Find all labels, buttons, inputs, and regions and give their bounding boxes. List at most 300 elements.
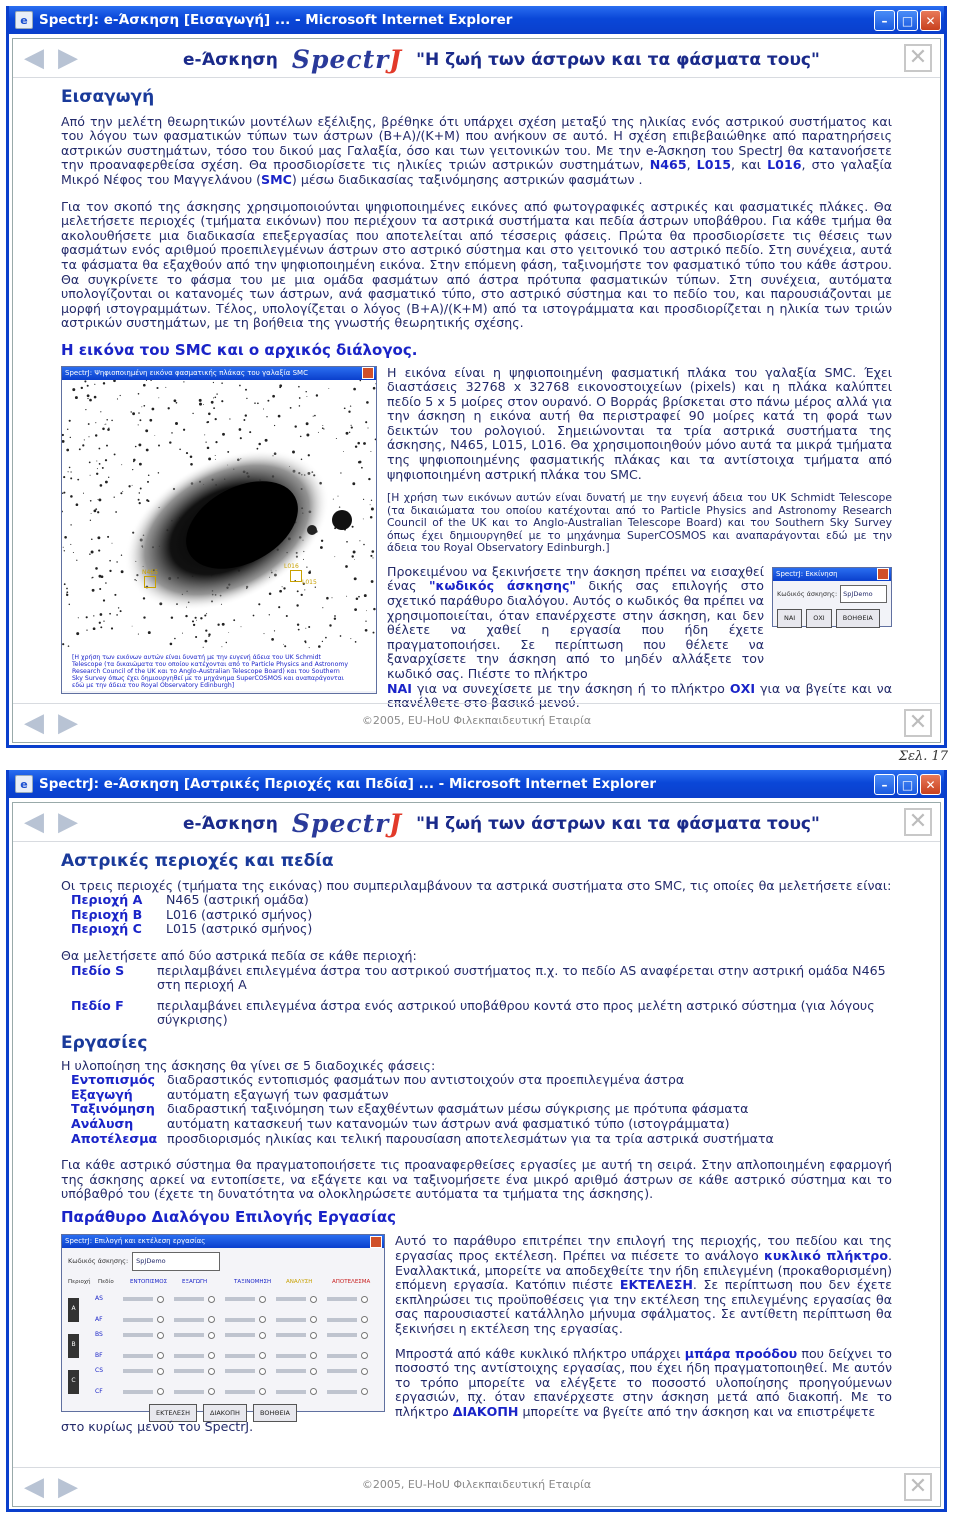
star-dot <box>353 387 356 390</box>
star-dot <box>249 431 251 433</box>
intro-paragraph-2: Για τον σκοπό της άσκησης χρησιμοποιούνται ψηφιοποιημένες εικόνες από φωτογραφικές αστρικές και φασματικές πλάκες. Θα μελετήσετε περιοχές (τμήματα εικόνων) που περιέχουν τα αστρικά συστήματα και πεδία άστρων υποβάθρου. Για κάθε τμήμα θα ακολουθήσετε μια διαδικασία επεξεργασίας που αποτελείται από τέσσερις φάσεις. Πρώτα θα προσδιορίσετε τις θέσεις των φασμάτων ενός αριθμού προεπιλεγμένων άστρων στο αστρικό σύστημα και στο γειτονικό του αστρικό πεδίο. Στη συνέχεια, αυτά τα φάσματα θα εξαχθούν από την ψηφιοποιημένη εικόνα. Στην επόμενη φάση, ταξινομήστε τον φασματικό τύπο του κάθε άστρου. Θα συγκρίνετε το φάσμα του με μια ομάδα φασμάτων από άστρα πρότυπα φασματικών τύπων. Στη συνέχεια, αυτόματα υπολογίζονται οι κατανομές των άστρων, ανά φασματικό τύπο, στο αστρικό σύστημα και το πεδίο του, και παρουσιάζονται με μορφή ιστογραμμάτων. Τέλος, υπολογίζεται ο λόγος (Β+Α)/(Κ+Μ) από τα ιστογράμματα και προσδιορίζεται η ηλικία των τριών αστρικών συστημάτων, με τη βοήθεια της γνωστής θεωρητικής σχέσης. <box>61 198 892 331</box>
star-dot <box>364 594 367 597</box>
task-radio[interactable] <box>157 1388 164 1395</box>
star-dot <box>305 641 307 643</box>
star-dot <box>88 423 90 425</box>
star-dot <box>66 593 68 595</box>
field-row <box>95 1349 378 1364</box>
run-button[interactable]: ΕΚΤΕΛΕΣΗ <box>149 1404 197 1423</box>
page-client <box>12 802 941 1507</box>
code-input[interactable]: SpJDemo <box>840 585 887 604</box>
star-dot <box>103 620 104 621</box>
star-dot <box>365 620 366 621</box>
star-dot <box>354 577 357 580</box>
star-dot <box>117 398 118 399</box>
progress-bar <box>276 1333 306 1337</box>
star-dot <box>350 405 351 406</box>
star-dot <box>195 616 197 618</box>
star-dot <box>306 422 309 425</box>
page-header <box>183 809 820 838</box>
star-dot <box>76 503 79 506</box>
exit-icon[interactable]: ✕ <box>904 808 932 836</box>
star-dot <box>203 403 204 404</box>
star-dot <box>365 421 367 423</box>
star-dot <box>318 431 319 432</box>
footer-copyright: ©2005, EU-HoU Φιλεκπαιδευτική Εταιρία <box>361 1478 592 1491</box>
star-dot <box>88 436 89 437</box>
star-dot <box>63 491 65 493</box>
star-dot <box>69 419 71 421</box>
progress-bar <box>225 1390 255 1394</box>
star-dot <box>352 525 354 527</box>
star-dot <box>156 386 158 388</box>
progress-bar <box>123 1318 153 1322</box>
star-dot <box>332 597 333 598</box>
star-dot <box>105 582 107 584</box>
star-dot <box>222 622 225 625</box>
exercise-title: "Η ζωή των άστρων και τα φάσματα τους" <box>416 49 820 70</box>
star-dot <box>109 569 111 571</box>
star-dot <box>70 543 71 544</box>
star-dot <box>308 626 310 628</box>
star-dot <box>89 553 91 555</box>
star-dot <box>93 615 94 616</box>
star-dot <box>116 561 117 562</box>
task-radio[interactable] <box>259 1332 266 1339</box>
exit-icon[interactable]: ✕ <box>904 1473 932 1501</box>
star-dot <box>346 431 349 434</box>
star-dot <box>286 614 288 616</box>
star-dot <box>373 386 376 389</box>
smc-window-title: SpectrJ: Ψηφιοποιημένη εικόνα φασματικής πλάκας του γαλαξία SMC <box>62 367 376 380</box>
star-dot <box>182 632 183 633</box>
progress-bar <box>225 1333 255 1337</box>
region-row <box>68 1328 378 1364</box>
star-dot <box>85 409 86 410</box>
star-dot <box>92 588 95 591</box>
maximize-button[interactable]: □ <box>897 774 918 795</box>
star-dot <box>222 432 225 435</box>
order-paragraph: Για κάθε αστρικό σύστημα θα πραγματοποιήσετε τις προαναφερθείσες εργασίες με αυτή τη σειρά. Στην απλοποιημένη εφαρμογή της άσκησης αρκεί να εντοπίσετε, να εξάγετε και να ταξινομήσετε ένα μικρό αριθμό άστρων σε κάθε αστρικό σύστημα και το υπόβαθρό του (έχετε τη δυνατότητα να ολοκληρώσετε αυτόματα τα τμήματα της άσκησης). <box>61 1157 892 1202</box>
star-dot <box>301 593 303 595</box>
intro-paragraph-1: Από την μελέτη θεωρητικών μοντέλων εξέλιξης, βρέθηκε ότι υπάρχει σχέση μεταξύ της ηλικίας ενός αστρικού συστήματος και του λόγου των φασματικών τύπων των άστρων (Β+Α)/(Κ+Μ) που ανήκουν σε αυτό. Η σχέση επιβεβαιώθηκε από παρατηρήσεις αστρικών συστημάτων, τόσο του δικού μας Γαλαξία, όσο και των γειτονικών του. Με την e-Άσκηση του SpectrJ θα κατανοήσετε την προαναφερθείσα σχέση. Θα προσδιορίσετε τις ηλικίες τριών αστρικών συστημάτων, N465, L015, και L016, στο γαλαξία Μικρό Νέφος του Μαγγελάνου (SMC) μέσω διαδικασίας ταξινόμησης αστρικών φασμάτων . <box>61 113 893 187</box>
copyright-paragraph: [Η χρήση των εικόνων αυτών είναι δυνατή με την ευγενή άδεια του UK Schmidt Telescope (τα δικαιώματα του οποίου κατέχονται από το Particle Physics and Astronomy Research Council of the UK και το Anglo-Australian Telescope Board) και του Southern Sky Survey όπως έχει δημιουργηθεί με το μηχάνημα SuperCOSMOS και αναπαράγονται εδώ με την άδεια του Royal Observatory Edinburgh.] <box>387 491 892 555</box>
star-dot <box>355 445 357 447</box>
exit-icon[interactable]: ✕ <box>904 709 932 737</box>
star-dot <box>253 614 255 616</box>
star-dot <box>91 538 93 540</box>
progress-bar <box>174 1318 204 1322</box>
star-dot <box>83 492 84 493</box>
star-dot <box>103 382 105 384</box>
star-dot <box>93 627 96 630</box>
star-dot <box>320 546 323 549</box>
star-dot <box>263 408 264 409</box>
task-radio[interactable] <box>157 1332 164 1339</box>
region-label: C <box>68 1370 79 1394</box>
dialog-paragraph-1: Αυτό το παράθυρο επιτρέπει την επιλογή της περιοχής, του πεδίου και της εργασίας προς εκτέλεση. Πρέπει να πιέσετε το ανάλογο κυκλικό πλήκτρο. Εναλλακτικά, μπορείτε να αποδεχθείτε την ήδη επιλεγμένη (προκαθορισμένη) επόμενη εργασία. Κατόπιν πιέστε ΕΚΤΕΛΕΣΗ. Σε περίπτωση που δεν έχετε εκπληρώσει τις προϋποθέσεις για την εκτέλεση της επιλεγμένης εργασίας θα σας παρουσιαστεί κατάλληλο μήνυμα σφάλματος. Σε αντίθετη περίπτωση θα ξεκινήσει η εκτέλεση της εργασίας. <box>395 1233 892 1337</box>
progress-bar <box>327 1318 357 1322</box>
star-dot <box>328 387 329 388</box>
star-dot <box>318 645 321 648</box>
star-dot <box>322 607 323 608</box>
star-dot <box>359 540 360 541</box>
star-dot <box>100 613 103 616</box>
col-locate: ΕΝΤΟΠΙΣΜΟΣ <box>130 1279 168 1286</box>
star-dot <box>78 617 79 618</box>
close-button[interactable]: ✕ <box>920 774 941 795</box>
task-radio[interactable] <box>208 1316 215 1323</box>
progress-bar <box>225 1369 255 1373</box>
star-dot <box>112 542 113 543</box>
dialog-close-icon[interactable] <box>877 568 889 580</box>
star-dot <box>208 635 210 637</box>
progress-bar <box>123 1369 153 1373</box>
star-dot <box>99 463 101 465</box>
star-dot <box>279 386 281 388</box>
star-dot <box>199 398 202 401</box>
back-arrow-icon[interactable]: ◀ <box>24 1472 44 1502</box>
login-block <box>387 565 892 682</box>
tasks-intro: Η υλοποίηση της άσκησης θα γίνει σε 5 διαδοχικές φάσεις: <box>61 1057 436 1073</box>
progress-bar <box>174 1369 204 1373</box>
star-dot <box>75 396 78 399</box>
star-dot <box>206 613 207 614</box>
star-dot <box>99 587 101 589</box>
task-radio[interactable] <box>259 1352 266 1359</box>
progress-bar <box>174 1333 204 1337</box>
task-radio[interactable] <box>361 1388 368 1395</box>
task-radio[interactable] <box>259 1388 266 1395</box>
star-dot <box>265 438 268 441</box>
star-dot <box>205 441 206 442</box>
col-region: Περιοχή <box>68 1279 91 1286</box>
progress-bar <box>276 1297 306 1301</box>
star-dot <box>64 583 66 585</box>
star-dot <box>351 424 352 425</box>
star-dot <box>339 506 340 507</box>
star-dot <box>269 592 272 595</box>
field-row <box>95 1313 378 1328</box>
progress-bar <box>123 1390 153 1394</box>
star-dot <box>89 461 91 463</box>
star-dot <box>87 397 88 398</box>
star-dot <box>372 557 373 558</box>
task-radio[interactable] <box>361 1316 368 1323</box>
star-dot <box>215 441 217 443</box>
star-dot <box>208 412 211 415</box>
field-label: BS <box>95 1331 103 1339</box>
progress-bar <box>174 1297 204 1301</box>
task-radio[interactable] <box>361 1332 368 1339</box>
smc-galaxy-graphic <box>62 380 376 691</box>
top-nav <box>13 39 940 78</box>
star-dot <box>240 437 242 439</box>
star-dot <box>283 643 284 644</box>
star-dot <box>139 502 141 504</box>
list-item: Εξαγωγή αυτόματη εξαγωγή των φασμάτων <box>71 1086 389 1102</box>
star-dot <box>186 452 188 454</box>
l016-label: L016 <box>284 562 299 570</box>
page-client <box>12 38 941 743</box>
star-dot <box>121 570 124 573</box>
task-radio[interactable] <box>310 1332 317 1339</box>
smc-plate-image <box>62 380 376 691</box>
back-arrow-icon[interactable]: ◀ <box>24 807 44 837</box>
exercise-title: "Η ζωή των άστρων και τα φάσματα τους" <box>416 813 820 834</box>
task-radio[interactable] <box>310 1368 317 1375</box>
forward-arrow-icon[interactable]: ▶ <box>58 43 78 73</box>
star-dot <box>97 536 100 539</box>
start-dialog-title: SpectrJ: Εκκίνηση <box>773 568 891 581</box>
task-radio[interactable] <box>361 1368 368 1375</box>
star-dot <box>346 595 347 596</box>
star-dot <box>246 397 247 398</box>
minimize-button[interactable]: – <box>874 774 895 795</box>
star-dot <box>158 397 159 398</box>
star-dot <box>308 571 311 574</box>
forward-arrow-icon[interactable]: ▶ <box>58 807 78 837</box>
star-dot <box>370 451 371 452</box>
star-dot <box>138 412 140 414</box>
region-label: B <box>68 1334 79 1358</box>
star-dot <box>279 589 282 592</box>
forward-arrow-icon[interactable]: ▶ <box>58 1472 78 1502</box>
star-dot <box>371 507 374 510</box>
eask-label: e-Άσκηση <box>183 49 278 70</box>
star-dot <box>213 381 214 382</box>
star-dot <box>135 445 137 447</box>
star-dot <box>154 435 155 436</box>
star-dot <box>122 490 123 491</box>
star-dot <box>148 631 151 634</box>
star-dot <box>298 385 300 387</box>
task-radio[interactable] <box>310 1388 317 1395</box>
field-label: AS <box>95 1295 103 1303</box>
star-dot <box>100 626 102 628</box>
star-dot <box>146 499 148 501</box>
star-dot <box>215 418 217 420</box>
star-dot <box>148 474 150 476</box>
star-dot <box>169 441 171 443</box>
star-dot <box>272 394 275 397</box>
task-radio[interactable] <box>157 1368 164 1375</box>
star-dot <box>149 418 152 421</box>
star-dot <box>139 419 141 421</box>
star-dot <box>168 407 170 409</box>
col-analyze: ΑΝΑΛΥΣΗ <box>286 1279 313 1286</box>
task-radio[interactable] <box>208 1368 215 1375</box>
task-radio[interactable] <box>259 1368 266 1375</box>
star-dot <box>141 406 142 407</box>
spectrj-logo: SpectrJ <box>291 809 403 838</box>
star-dot <box>84 380 86 382</box>
star-dot <box>165 386 166 387</box>
star-dot <box>336 437 337 438</box>
star-dot <box>132 484 133 485</box>
star-dot <box>99 574 102 577</box>
star-dot <box>370 554 372 556</box>
star-dot <box>143 383 146 386</box>
star-dot <box>102 427 105 430</box>
star-dot <box>70 477 72 479</box>
star-dot <box>132 412 135 415</box>
star-dot <box>371 550 374 553</box>
yes-button[interactable]: ΝΑΙ <box>777 609 802 628</box>
star-dot <box>138 498 140 500</box>
task-radio[interactable] <box>310 1352 317 1359</box>
forward-arrow-icon[interactable]: ▶ <box>58 708 78 738</box>
login-paragraph-cont: ΝΑΙ για να συνεχίσετε με την άσκηση ή το πλήκτρο ΟΧΙ για να βγείτε και να επανέλθετε στο βασικό μενού. <box>387 680 892 711</box>
task-radio[interactable] <box>157 1296 164 1303</box>
menu-paragraph: στο κυρίως μενού του SpectrJ. <box>61 1419 254 1435</box>
l016-marker[interactable] <box>290 570 302 582</box>
star-dot <box>170 642 173 645</box>
task-radio[interactable] <box>259 1296 266 1303</box>
back-arrow-icon[interactable]: ◀ <box>24 43 44 73</box>
code-input[interactable]: SpJDemo <box>132 1252 220 1271</box>
star-dot <box>257 402 259 404</box>
help-button[interactable]: ΒΟΗΘΕΙΑ <box>836 609 880 628</box>
progress-bar <box>327 1297 357 1301</box>
star-dot <box>207 420 209 422</box>
star-dot <box>128 485 130 487</box>
star-dot <box>193 623 195 625</box>
star-dot <box>368 477 370 479</box>
task-radio[interactable] <box>208 1388 215 1395</box>
star-dot <box>221 382 223 384</box>
task-radio[interactable] <box>157 1316 164 1323</box>
exit-icon[interactable]: ✕ <box>904 44 932 72</box>
star-dot <box>363 518 364 519</box>
star-dot <box>283 587 285 589</box>
maximize-button[interactable]: □ <box>897 10 918 31</box>
star-dot <box>143 404 145 406</box>
list-item: Περιοχή C L015 (αστρικό σμήνος) <box>71 921 313 937</box>
star-dot <box>241 626 242 627</box>
star-dot <box>296 604 298 606</box>
l015-label: L015 <box>302 578 317 586</box>
window-title: SpectrJ: e-Άσκηση [Αστρικές Περιοχές και Πεδία] ... - Microsoft Internet Explorer <box>39 776 657 792</box>
star-dot <box>306 433 309 436</box>
code-label: Κωδικός άσκησης: <box>777 589 838 598</box>
task-radio[interactable] <box>310 1316 317 1323</box>
star-dot <box>334 615 336 617</box>
star-dot <box>373 631 375 633</box>
task-radio[interactable] <box>208 1352 215 1359</box>
star-dot <box>264 633 265 634</box>
star-dot <box>346 540 348 542</box>
browser-window-intro <box>6 6 947 748</box>
star-dot <box>68 471 69 472</box>
star-dot <box>371 499 372 500</box>
regions-intro: Οι τρεις περιοχές (τμήματα της εικόνας) που συμπεριλαμβάνουν τα αστρικά συστήματα στο SMC, τις οποίες θα μελετήσετε είναι: <box>61 877 892 893</box>
star-dot <box>95 434 97 436</box>
star-dot <box>67 428 68 429</box>
stop-button[interactable]: ΔΙΑΚΟΠΗ <box>203 1404 247 1423</box>
star-dot <box>340 472 341 473</box>
star-dot <box>333 498 334 499</box>
star-dot <box>120 394 121 395</box>
star-dot <box>107 535 109 537</box>
star-dot <box>158 444 160 446</box>
star-dot <box>299 397 301 399</box>
star-dot <box>192 412 193 413</box>
title-bar <box>9 6 944 34</box>
window-title: SpectrJ: e-Άσκηση [Εισαγωγή] ... - Microsoft Internet Explorer <box>39 12 513 28</box>
star-dot <box>133 460 135 462</box>
intro-content <box>13 78 940 711</box>
minimize-button[interactable]: – <box>874 10 895 31</box>
star-dot <box>107 428 110 431</box>
help-button[interactable]: ΒΟΗΘΕΙΑ <box>253 1404 297 1423</box>
task-text-column <box>395 1234 892 1435</box>
star-dot <box>105 480 108 483</box>
task-radio[interactable] <box>208 1296 215 1303</box>
task-window <box>61 1234 385 1417</box>
star-dot <box>95 422 96 423</box>
star-dot <box>375 383 376 384</box>
star-dot <box>353 550 356 553</box>
tasks-title: Εργασίες <box>61 1032 148 1053</box>
task-radio[interactable] <box>157 1352 164 1359</box>
close-button[interactable]: ✕ <box>920 10 941 31</box>
no-button[interactable]: ΟΧΙ <box>806 609 832 628</box>
task-radio[interactable] <box>259 1316 266 1323</box>
star-dot <box>105 424 106 425</box>
task-radio[interactable] <box>361 1352 368 1359</box>
star-dot <box>174 399 177 402</box>
task-radio[interactable] <box>208 1332 215 1339</box>
star-dot <box>274 630 275 631</box>
col-result: ΑΠΟΤΕΛΕΣΜΑ <box>332 1279 371 1286</box>
star-dot <box>254 402 256 404</box>
star-dot <box>306 566 307 567</box>
task-radio[interactable] <box>310 1296 317 1303</box>
task-radio[interactable] <box>361 1296 368 1303</box>
star-dot <box>179 448 181 450</box>
list-item: Αποτέλεσμα προσδιορισμός ηλικίας και τελική παρουσίαση αποτελεσμάτων για τα τρία αστρικά συστήματα <box>71 1130 774 1146</box>
task-close-icon[interactable] <box>370 1236 382 1248</box>
star-dot <box>70 495 73 498</box>
star-dot <box>205 629 207 631</box>
star-dot <box>358 595 360 597</box>
star-dot <box>69 466 71 468</box>
field-label: CS <box>95 1367 103 1375</box>
star-dot <box>290 407 292 409</box>
star-dot <box>143 616 145 618</box>
star-dot <box>322 640 323 641</box>
star-dot <box>349 431 350 432</box>
star-dot <box>111 627 113 629</box>
star-dot <box>217 623 219 625</box>
col-field: Πεδίο <box>98 1279 114 1286</box>
spectrj-logo: SpectrJ <box>291 45 403 74</box>
region-row <box>68 1364 378 1400</box>
star-dot <box>97 511 99 513</box>
star-dot <box>216 393 217 394</box>
smc-close-icon[interactable] <box>362 367 374 379</box>
back-arrow-icon[interactable]: ◀ <box>24 708 44 738</box>
star-dot <box>356 597 359 600</box>
region-row <box>68 1292 378 1328</box>
star-dot <box>111 419 113 421</box>
star-dot <box>86 616 88 618</box>
smc-text-column <box>387 366 892 711</box>
n465-marker[interactable] <box>144 576 156 588</box>
star-dot <box>139 492 140 493</box>
star-dot <box>100 484 103 487</box>
